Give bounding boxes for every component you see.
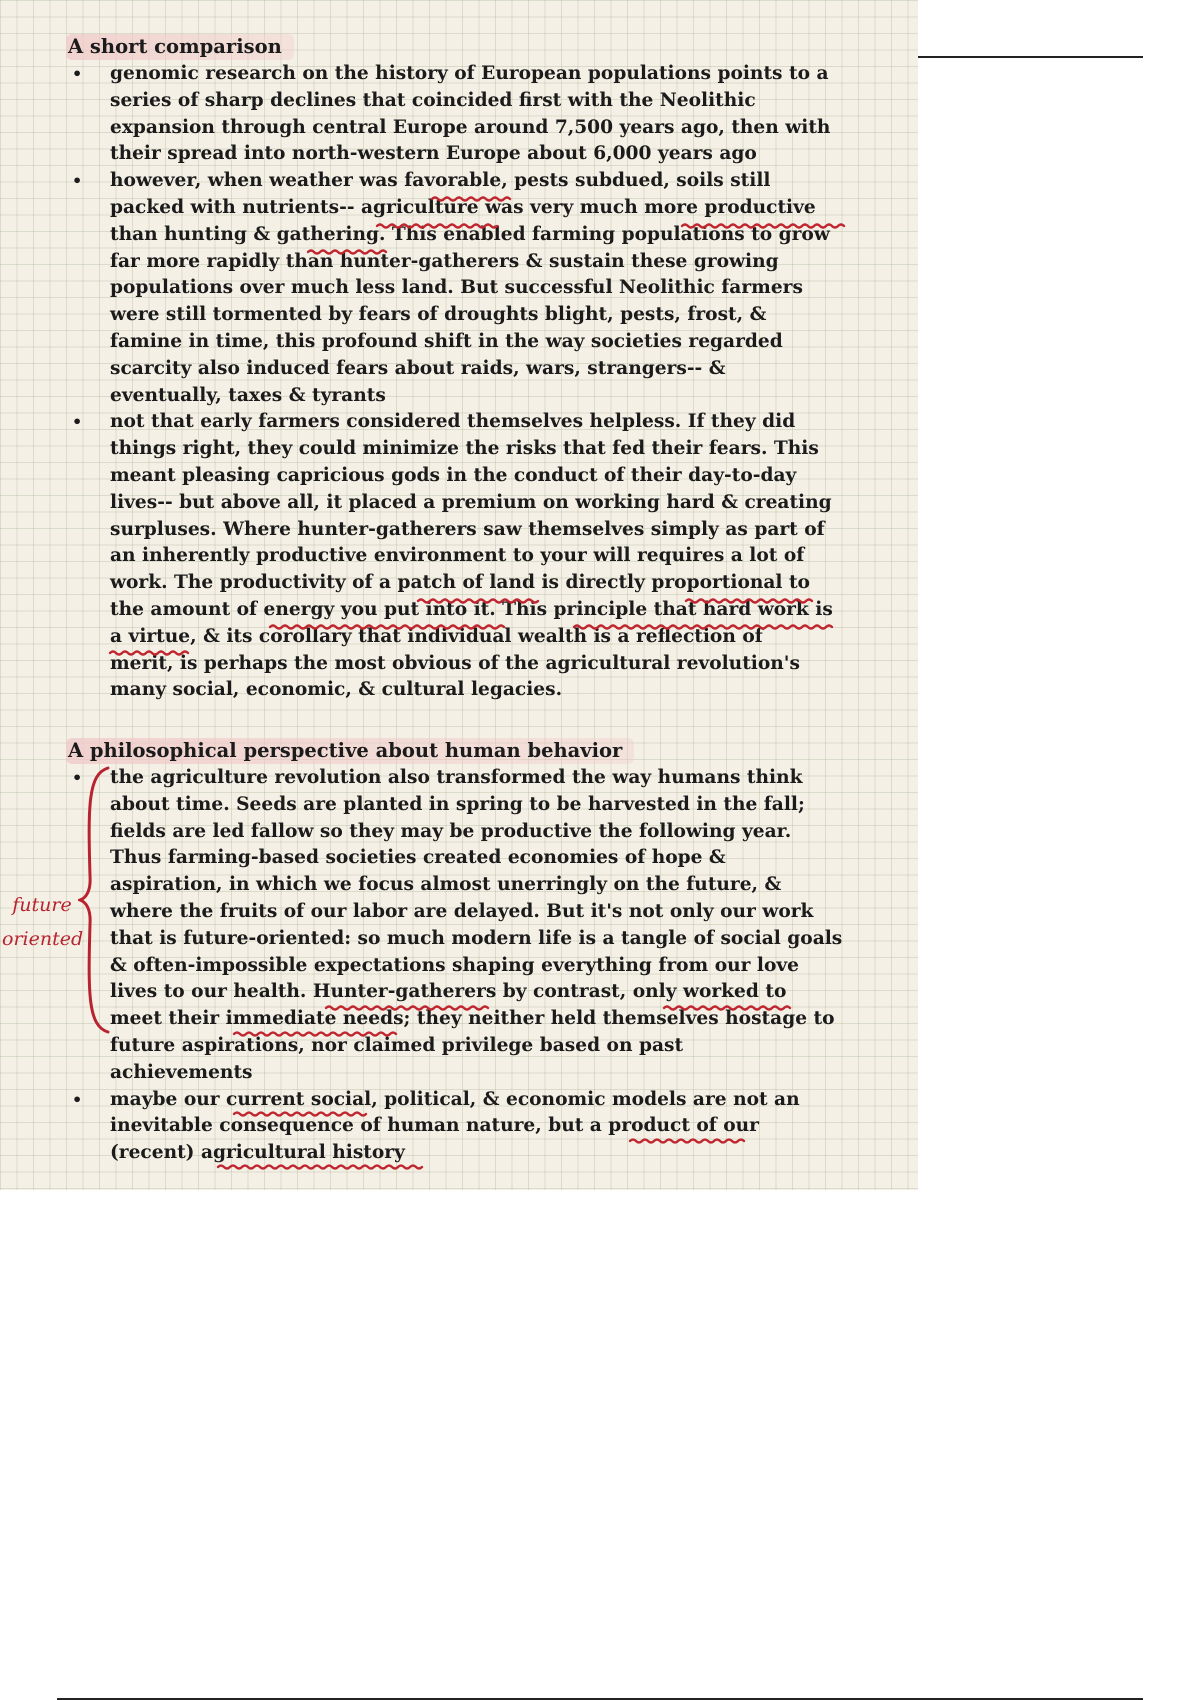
section-heading-philosophical: A philosophical perspective about human behavior — [66, 738, 634, 764]
bullet-item: • maybe our current social, political, & economic models are not an inevitable consequence of human nature, but a product of our (recent) agricultural history — [64, 1087, 904, 1167]
bullet-item: • genomic research on the history of European populations points to a series of sharp declines that coincided first with the Neolithic expansion through central Europe around 7,500 years ago, then with their spread into north-western Europe about 6,000 years ago — [64, 61, 904, 168]
bullet-item: • the agriculture revolution also transformed the way humans think about time. Seeds are planted in spring to be harvested in the fall; fields are led fallow so they may be productive the following year. Thus farming-based societies created economies of hope & aspiration, in which we focus almost unerringly on the future, & where the fruits of our labor are delayed. But it's not only our work that is future-oriented: so much modern life is a tangle of social goals & often-impossible expectations shaping everything from our love lives to our health. Hunter-gatherers by contrast, only worked to meet their immediate needs; they neither held themselves hostage to future aspirations, nor claimed privilege based on past achievements — [64, 765, 904, 1087]
bullet-list-philosophical — [64, 765, 904, 1167]
bullet-item: • however, when weather was favorable, pests subdued, soils still packed with nutrients-- agriculture was very much more productive than hunting & gathering. This enabled farming populations to grow far more rapidly than hunter-gatherers & sustain these growing populations over much less land. But successful Neolithic farmers were still tormented by fears of droughts blight, pests, frost, & famine in time, this profound shift in the way societies regarded scarcity also induced fears about raids, wars, strangers-- & eventually, taxes & tyrants — [64, 168, 904, 409]
curly-brace-annotation — [78, 766, 114, 1034]
section-heading-comparison: A short comparison — [66, 34, 294, 60]
bullet-item: • not that early farmers considered themselves helpless. If they did things right, they could minimize the risks that fed their fears. This meant pleasing capricious gods in the conduct of their day-to-day lives-- but above all, it placed a premium on working hard & creating surpluses. Where hunter-gatherers saw themselves simply as part of an inherently productive environment to your will requires a lot of work. The productivity of a patch of land is directly proportional to the amount of energy you put into it. This principle that hard work is a virtue, & its corollary that individual wealth is a reflection of merit, is perhaps the most obvious of the agricultural revolution's many social, economic, & cultural legacies. — [64, 409, 904, 704]
top-rule-line — [918, 56, 1143, 58]
bullet-list-comparison — [64, 61, 904, 704]
margin-note-future-oriented: future oriented — [2, 894, 84, 950]
